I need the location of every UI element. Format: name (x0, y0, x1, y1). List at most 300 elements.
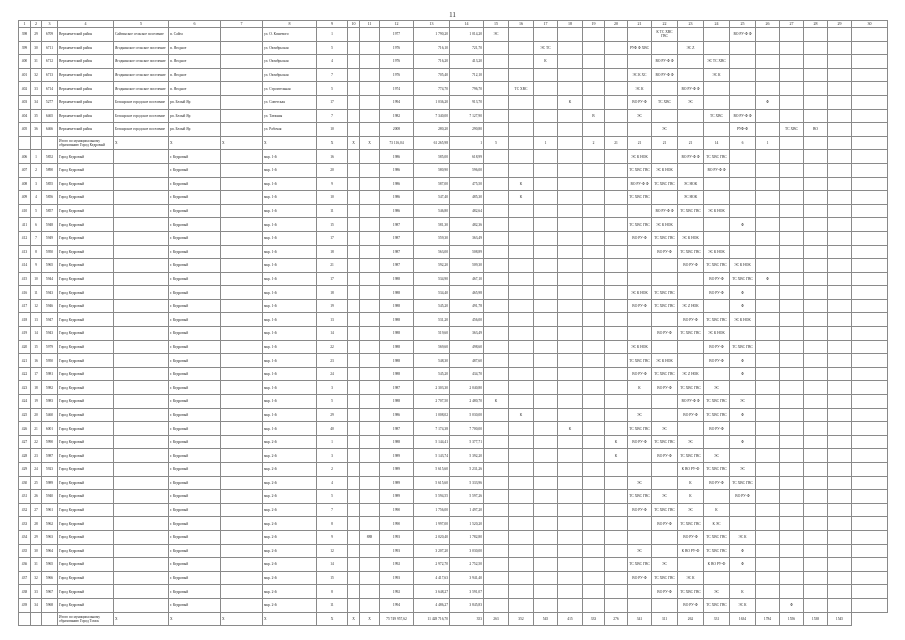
table-cell: 9 (31, 259, 42, 273)
column-header-cell: 17 (534, 21, 558, 28)
table-cell: 13 (31, 313, 42, 327)
table-cell (628, 449, 652, 463)
table-cell: Х (348, 136, 360, 150)
table-cell: 8 (317, 517, 348, 531)
table-cell (583, 299, 605, 313)
table-cell: 17 (31, 367, 42, 381)
table-cell: К (605, 435, 628, 449)
table-cell (628, 28, 652, 42)
table-cell: Город Кедровый (58, 490, 114, 504)
table-cell: 2 480,70 (450, 395, 484, 409)
table-row (19, 218, 888, 232)
table-cell (628, 463, 652, 477)
table-cell (583, 490, 605, 504)
table-row (19, 598, 888, 612)
table-cell: мкр. 1-й (263, 150, 317, 164)
table-cell (360, 463, 380, 477)
table-cell: ЭС (652, 123, 678, 137)
table-cell (509, 55, 534, 69)
table-cell: Ф (730, 435, 756, 449)
table-cell (756, 476, 780, 490)
table-cell: ВО РУ-Ф Ф (628, 177, 652, 191)
table-cell: К (605, 449, 628, 463)
table-cell: 1538 (804, 612, 828, 626)
table-cell: 1986 (380, 177, 414, 191)
table-cell: К (509, 191, 534, 205)
table-cell: 1988 (380, 299, 414, 313)
table-cell (605, 558, 628, 572)
table-cell: 5987 (42, 449, 58, 463)
table-cell: 414 (19, 259, 31, 273)
table-cell: мкр. 1-й (263, 163, 317, 177)
table-cell: г. Кедровый (169, 327, 221, 341)
table-cell (348, 82, 360, 96)
table-cell (360, 449, 380, 463)
table-cell (605, 245, 628, 259)
table-cell: ВО РУ-Ф (704, 354, 730, 368)
column-header-cell: 8 (263, 21, 317, 28)
table-cell: Х (263, 612, 317, 626)
table-cell (652, 150, 678, 164)
table-cell (583, 476, 605, 490)
table-cell (114, 585, 169, 599)
table-cell (221, 299, 263, 313)
table-cell (780, 28, 804, 42)
table-cell: 1 790,20 (414, 28, 450, 42)
table-cell: 5 377,71 (450, 435, 484, 449)
table-cell: 33 (31, 585, 42, 599)
table-cell (780, 530, 804, 544)
table-cell (652, 109, 678, 123)
table-cell: 413 (19, 245, 31, 259)
table-cell: ТС ХВС ГВС (628, 422, 652, 436)
table-cell: мкр. 1-й (263, 231, 317, 245)
table-cell (509, 517, 534, 531)
table-cell (756, 259, 780, 273)
table-cell: г. Кедровый (169, 299, 221, 313)
table-cell: Верхнекетский район (58, 28, 114, 42)
table-cell: г. Кедровый (169, 422, 221, 436)
table-cell (780, 490, 804, 504)
table-cell (534, 28, 558, 42)
table-cell: 1987 (380, 218, 414, 232)
table-cell: 423 (19, 381, 31, 395)
table-cell (348, 544, 360, 558)
table-cell (534, 109, 558, 123)
table-cell: 5277 (42, 95, 58, 109)
table-cell: 1992 (380, 585, 414, 599)
table-cell: 6711 (42, 41, 58, 55)
table-cell: 7 700,00 (450, 422, 484, 436)
table-cell: 456,00 (450, 313, 484, 327)
table-cell: 1988 (380, 340, 414, 354)
table-cell (583, 259, 605, 273)
table-cell: 3 648,27 (414, 585, 450, 599)
table-cell (780, 299, 804, 313)
table-cell (360, 381, 380, 395)
table-cell: г. Кедровый (169, 204, 221, 218)
table-cell (484, 245, 509, 259)
table-cell (221, 395, 263, 409)
table-cell: Сайгинское сельское поселение (114, 28, 169, 42)
table-cell: 24 (31, 463, 42, 477)
table-cell: 410 (19, 204, 31, 218)
table-cell (756, 340, 780, 354)
table-cell (678, 123, 704, 137)
table-cell: ЭС К НОК (652, 218, 678, 232)
table-cell (652, 191, 678, 205)
table-cell: 5855 (42, 177, 58, 191)
table-cell: 311 (652, 612, 678, 626)
table-cell: ЭС К НОК (704, 327, 730, 341)
table-cell: ЭС ТС ХВС (704, 55, 730, 69)
table-cell: 21 (605, 136, 628, 150)
table-cell: 592,20 (414, 259, 450, 273)
table-cell: ЭС К НОК (730, 259, 756, 273)
table-cell (704, 367, 730, 381)
table-cell (509, 286, 534, 300)
table-cell (558, 381, 583, 395)
table-cell (628, 517, 652, 531)
table-cell (852, 503, 888, 517)
table-cell: 4 (31, 191, 42, 205)
table-cell (221, 204, 263, 218)
table-row (19, 123, 888, 137)
table-cell: 491,78 (450, 299, 484, 313)
table-cell: 5 615,60 (414, 476, 450, 490)
table-cell: мкр. 1-й (263, 313, 317, 327)
table-cell (509, 231, 534, 245)
table-cell (558, 286, 583, 300)
table-cell (828, 408, 852, 422)
table-cell (605, 530, 628, 544)
table-cell (114, 367, 169, 381)
table-cell (534, 476, 558, 490)
table-cell: ЭС (652, 558, 678, 572)
table-cell: 5943 (42, 327, 58, 341)
table-cell: ТС ХВС ГВС (628, 163, 652, 177)
table-cell: Ягоднинское сельское поселение (114, 55, 169, 69)
table-cell (114, 395, 169, 409)
table-cell: 2 (317, 463, 348, 477)
table-cell: мкр. 2-й (263, 530, 317, 544)
table-row (19, 585, 888, 599)
table-cell: 416 (19, 286, 31, 300)
table-cell (730, 204, 756, 218)
table-cell (534, 218, 558, 232)
table-cell (348, 68, 360, 82)
table-cell: г. Кедровый (169, 150, 221, 164)
table-cell (804, 449, 828, 463)
table-cell (730, 177, 756, 191)
table-cell (804, 95, 828, 109)
table-row (19, 82, 888, 96)
table-cell (804, 299, 828, 313)
table-row (19, 150, 888, 164)
table-cell: 475,50 (450, 177, 484, 191)
table-cell: Х (360, 136, 380, 150)
table-cell: г. Кедровый (169, 340, 221, 354)
table-cell (534, 381, 558, 395)
table-cell: ВО РУ-Ф (652, 381, 678, 395)
table-row (19, 449, 888, 463)
table-cell (756, 571, 780, 585)
table-cell: 13 (317, 313, 348, 327)
summary-row (19, 612, 888, 626)
table-cell: 1989 (380, 476, 414, 490)
table-cell (558, 558, 583, 572)
table-cell (605, 313, 628, 327)
column-header-cell: 7 (221, 21, 263, 28)
table-cell: ЭС (678, 503, 704, 517)
table-cell: 5950 (42, 245, 58, 259)
table-cell: 17 (317, 95, 348, 109)
table-cell: ТС ХВС ГВС (678, 245, 704, 259)
table-cell (678, 68, 704, 82)
table-cell: 618,99 (450, 150, 484, 164)
table-cell: 5981 (42, 367, 58, 381)
table-cell: мкр. 1-й (263, 259, 317, 273)
table-cell (558, 503, 583, 517)
table-cell: 5 (31, 204, 42, 218)
table-cell: Город Кедровый (58, 395, 114, 409)
table-cell (852, 286, 888, 300)
column-header-cell: 25 (730, 21, 756, 28)
table-cell (534, 82, 558, 96)
table-cell (652, 272, 678, 286)
table-cell (360, 476, 380, 490)
table-cell: мкр. 2-й (263, 449, 317, 463)
table-cell (583, 408, 605, 422)
table-cell: Город Кедровый (58, 449, 114, 463)
table-cell: ЭС (730, 463, 756, 477)
table-cell (583, 123, 605, 137)
table-cell (484, 340, 509, 354)
table-cell (780, 163, 804, 177)
table-cell (852, 517, 888, 531)
table-cell (221, 150, 263, 164)
table-cell: 1977 (380, 28, 414, 42)
table-cell: Ф (730, 558, 756, 572)
table-cell: ТС ХВС (509, 82, 534, 96)
table-cell (804, 530, 828, 544)
table-cell: мкр. 1-й (263, 381, 317, 395)
table-cell (730, 231, 756, 245)
table-cell: 774,70 (414, 82, 450, 96)
table-cell (804, 218, 828, 232)
table-cell: 5965 (42, 558, 58, 572)
table-cell: 1994 (380, 598, 414, 612)
table-cell: мкр. 1-й (263, 422, 317, 436)
table-cell: ВО РУ-Ф (628, 435, 652, 449)
table-cell (804, 177, 828, 191)
table-cell: мкр. 2-й (263, 558, 317, 572)
table-cell: 2 752,50 (450, 558, 484, 572)
table-cell: Белоярское городское поселение (114, 95, 169, 109)
table-cell (852, 123, 888, 137)
table-cell (828, 55, 852, 69)
table-cell: 5947 (42, 313, 58, 327)
table-cell: 1976 (380, 41, 414, 55)
table-cell (828, 381, 852, 395)
table-cell: п. Сайга (169, 28, 221, 42)
table-cell (628, 204, 652, 218)
table-cell: 6712 (42, 55, 58, 69)
table-cell: 420 (19, 340, 31, 354)
table-cell (348, 286, 360, 300)
table-cell (780, 517, 804, 531)
table-cell: Ягоднинское сельское поселение (114, 41, 169, 55)
table-cell (828, 109, 852, 123)
table-cell: 1 008,02 (414, 408, 450, 422)
table-cell (852, 422, 888, 436)
table-cell (534, 585, 558, 599)
table-cell (628, 123, 652, 137)
table-cell: Ф (730, 299, 756, 313)
table-cell (605, 55, 628, 69)
table-cell: Верхнекетский район (58, 82, 114, 96)
table-cell: 409 (19, 191, 31, 205)
table-cell (558, 299, 583, 313)
table-cell: 412 (19, 231, 31, 245)
table-row (19, 95, 888, 109)
table-row (19, 408, 888, 422)
table-cell: 546,80 (414, 204, 450, 218)
table-cell (804, 395, 828, 409)
table-cell (114, 272, 169, 286)
table-cell: ТС ХВС ГВС (628, 558, 652, 572)
table-cell (852, 313, 888, 327)
table-cell (583, 558, 605, 572)
table-cell (780, 435, 804, 449)
table-cell: 1988 (380, 327, 414, 341)
table-cell: 22 (31, 435, 42, 449)
table-cell: Ф (730, 354, 756, 368)
table-cell (828, 395, 852, 409)
table-row (19, 68, 888, 82)
table-row (19, 571, 888, 585)
table-cell (19, 136, 31, 150)
table-cell: 363,49 (450, 327, 484, 341)
table-cell: 1986 (380, 204, 414, 218)
column-header-cell: 10 (348, 21, 360, 28)
table-cell (348, 123, 360, 137)
table-cell: мкр. 2-й (263, 517, 317, 531)
table-cell: 280,20 (414, 123, 450, 137)
table-cell: Ф (730, 367, 756, 381)
table-cell: 8 (317, 585, 348, 599)
table-cell: мкр. 2-й (263, 571, 317, 585)
table-cell (534, 463, 558, 477)
table-cell: ВО РУ-Ф (678, 408, 704, 422)
table-cell: 403 (19, 95, 31, 109)
table-cell: 6 (31, 218, 42, 232)
table-cell (534, 503, 558, 517)
table-cell: Город Кедровый (58, 476, 114, 490)
table-cell: 429 (19, 463, 31, 477)
table-cell: Ф (780, 598, 804, 612)
table-cell: 1 (317, 435, 348, 449)
table-cell: 5964 (42, 544, 58, 558)
table-cell: 35 (31, 109, 42, 123)
table-cell (484, 191, 509, 205)
table-cell (534, 367, 558, 381)
table-cell (114, 381, 169, 395)
table-cell: г. Кедровый (169, 449, 221, 463)
column-header-cell: 28 (804, 21, 828, 28)
table-cell (534, 598, 558, 612)
table-cell: 398 (19, 28, 31, 42)
table-cell (114, 476, 169, 490)
table-cell (852, 463, 888, 477)
table-cell (828, 463, 852, 477)
table-cell (534, 177, 558, 191)
table-cell (730, 422, 756, 436)
table-cell (605, 28, 628, 42)
table-cell (484, 150, 509, 164)
table-cell (19, 612, 31, 626)
table-cell: 712,10 (450, 68, 484, 82)
table-cell (652, 544, 678, 558)
table-cell: 1987 (380, 231, 414, 245)
table-cell (558, 218, 583, 232)
table-cell (558, 68, 583, 82)
table-cell: 3 (31, 177, 42, 191)
table-cell (852, 299, 888, 313)
table-cell (348, 435, 360, 449)
table-cell (221, 598, 263, 612)
table-cell (730, 381, 756, 395)
table-cell: Верхнекетский район (58, 41, 114, 55)
table-cell: Х (114, 612, 169, 626)
table-cell: 402 (19, 82, 31, 96)
table-cell: 5946 (42, 299, 58, 313)
table-cell: 415 (19, 272, 31, 286)
table-cell (828, 136, 852, 150)
table-cell (583, 571, 605, 585)
table-cell (605, 503, 628, 517)
table-cell (221, 95, 263, 109)
table-cell: ЭС К НОК (652, 354, 678, 368)
table-cell (348, 490, 360, 504)
table-cell (360, 517, 380, 531)
table-cell: 11 (31, 286, 42, 300)
table-cell: К ВО РУ-Ф (678, 544, 704, 558)
table-cell: 1976 (380, 68, 414, 82)
table-cell: 1 (534, 136, 558, 150)
table-cell (558, 28, 583, 42)
table-cell (804, 163, 828, 177)
table-cell: рп. Белый Яр (169, 123, 221, 137)
table-cell: г. Кедровый (169, 435, 221, 449)
table-cell: Ф (730, 408, 756, 422)
table-cell: 5 (484, 136, 509, 150)
table-cell (605, 191, 628, 205)
table-cell (221, 191, 263, 205)
table-cell (509, 381, 534, 395)
table-cell: г. Кедровый (169, 503, 221, 517)
table-row (19, 340, 888, 354)
table-cell (484, 503, 509, 517)
column-header-cell: 4 (58, 21, 114, 28)
table-cell (804, 245, 828, 259)
table-cell: ЭС (704, 449, 730, 463)
table-cell (605, 381, 628, 395)
table-cell: ул. Советская (263, 95, 317, 109)
table-cell (360, 558, 380, 572)
table-cell (509, 327, 534, 341)
table-cell (360, 41, 380, 55)
